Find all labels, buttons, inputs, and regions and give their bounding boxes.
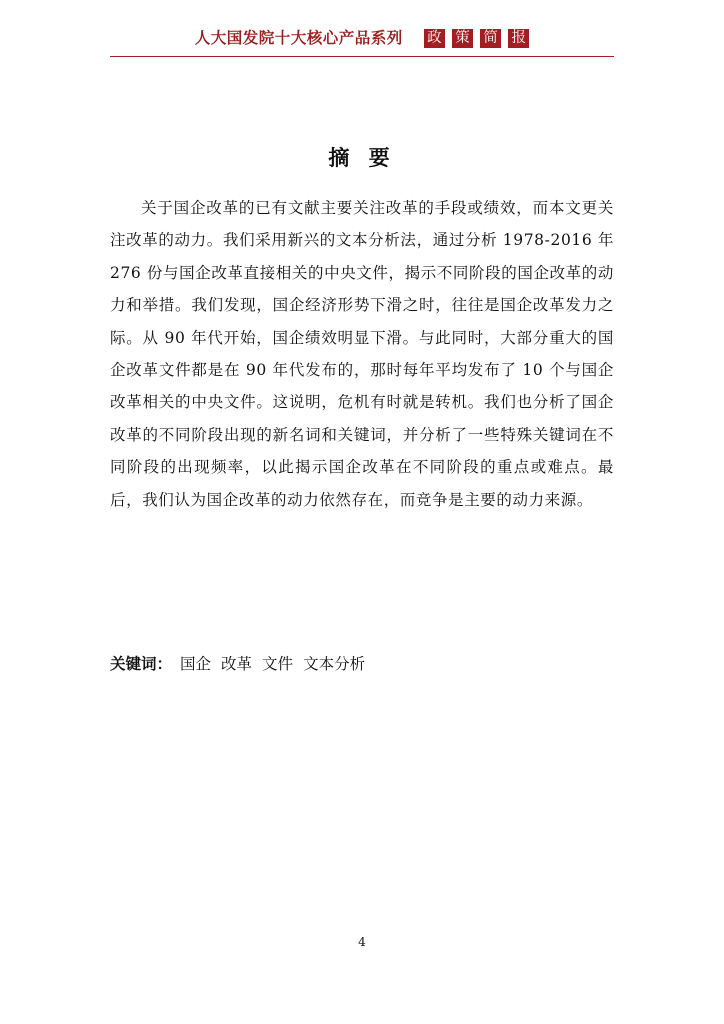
header-divider: [110, 56, 614, 57]
keywords-line: [110, 652, 614, 674]
abstract-body: 关于国企改革的已有文献主要关注改革的手段或绩效，而本文更关注改革的动力。我们采用新兴的文本分析法，通过分析 1978-2016 年 276 份与国企改革直接相关的中央文件，揭示不同阶段的国企改革的动力和举措。我们发现，国企经济形势下滑之时，往往是国企改革发力之际。从 90 年代开始，国企绩效明显下滑。与此同时，大部分重大的国企改革文件都是在 90 年代发布的，那时每年平均发布了 10 个与国企改革相关的中央文件。这说明，危机有时就是转机。我们也分析了国企改革的不同阶段出现的新名词和关键词，并分析了一些特殊关键词在不同阶段的出现频率，以此揭示国企改革在不同阶段的重点或难点。最后，我们认为国企改革的动力依然存在，而竞争是主要的动力来源。: [110, 199, 614, 509]
keywords-list: [180, 655, 375, 673]
keyword: 改革: [221, 655, 253, 673]
policy-brief-badges: [422, 27, 529, 48]
badge-char: 策: [452, 29, 473, 48]
page-header: [110, 26, 614, 56]
keyword: 文本分析: [303, 655, 366, 673]
page-number: 4: [358, 935, 366, 949]
badge-char: 政: [424, 29, 445, 48]
keyword: 国企: [180, 655, 212, 673]
abstract-title: 摘 要: [328, 145, 396, 170]
badge-char: 简: [480, 29, 501, 48]
series-title: 人大国发院十大核心产品系列: [194, 28, 403, 47]
badge-char: 报: [508, 29, 529, 48]
keyword: 文件: [262, 655, 294, 673]
keywords-label: 关键词：: [110, 654, 173, 673]
